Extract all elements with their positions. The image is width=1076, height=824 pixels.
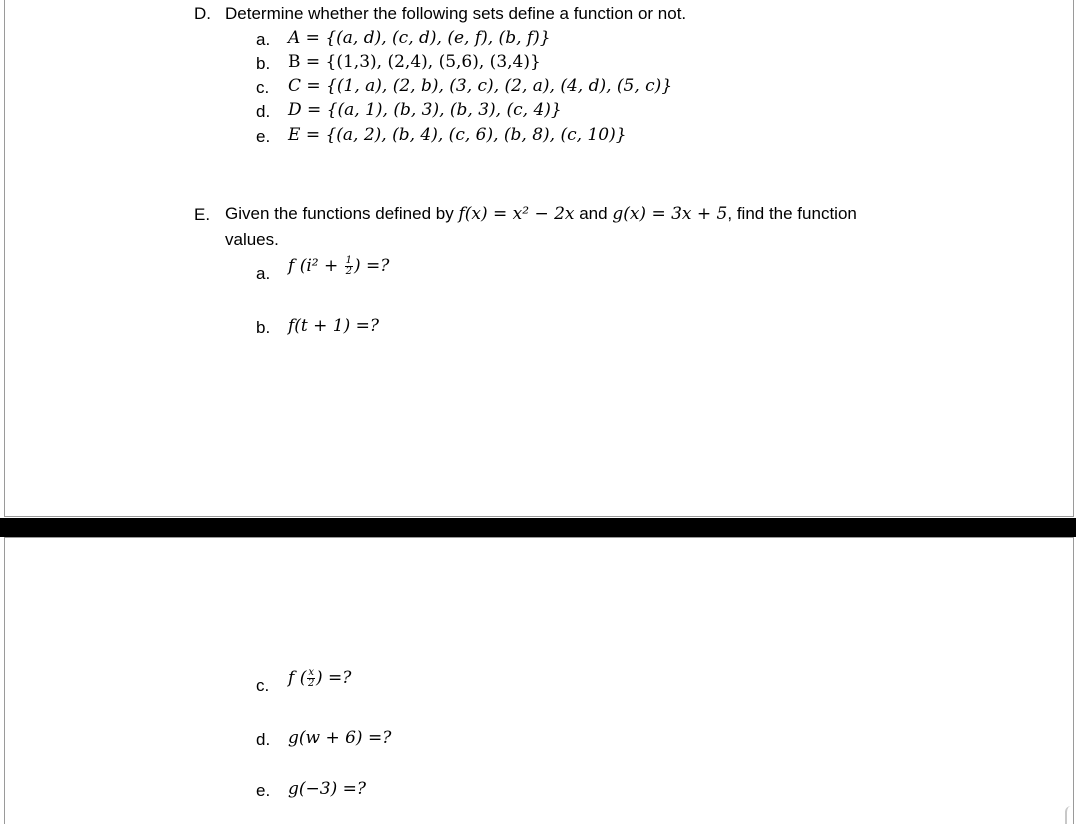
d-item-a-expr: A = {(a, d), (c, d), (e, f), (b, f)} bbox=[288, 28, 551, 48]
e-item-a-fraction bbox=[345, 256, 353, 277]
e-item-c-label: c. bbox=[256, 676, 270, 695]
section-d-text: Determine whether the following sets define a function or not. bbox=[225, 4, 687, 23]
document-page-2 bbox=[4, 537, 1074, 824]
d-item-d-label: d. bbox=[256, 102, 271, 121]
page-curl-decoration bbox=[1065, 806, 1073, 824]
e-item-e-expr: g(−3) =? bbox=[288, 779, 366, 799]
document-page-1 bbox=[4, 0, 1074, 517]
e-item-a-denominator: 2 bbox=[345, 266, 353, 277]
e-item-e-label: e. bbox=[256, 781, 271, 800]
d-item-c-expr: C = {(1, a), (2, b), (3, c), (2, a), (4, d), (5, c)} bbox=[288, 76, 673, 96]
g-definition: g(x) = 3x + 5 bbox=[612, 204, 728, 224]
e-item-c-pre: f ( bbox=[288, 668, 307, 688]
f-definition: f(x) = x² − 2x bbox=[458, 204, 575, 224]
e-item-a-post: ) =? bbox=[354, 256, 390, 276]
d-item-a-label: a. bbox=[256, 30, 271, 49]
page-separator bbox=[0, 518, 1076, 537]
e-item-c-fraction bbox=[307, 668, 315, 689]
d-item-e-expr: E = {(a, 2), (b, 4), (c, 6), (b, 8), (c, 10)} bbox=[288, 125, 627, 145]
e-item-a-expr bbox=[288, 256, 389, 277]
d-item-e-label: e. bbox=[256, 127, 271, 146]
section-e-intro bbox=[225, 204, 857, 224]
d-item-c-label: c. bbox=[256, 78, 270, 97]
e-item-c-denominator: 2 bbox=[307, 678, 315, 689]
e-item-c-post: ) =? bbox=[315, 668, 352, 688]
d-item-b-expr: B = {(1,3), (2,4), (5,6), (3,4)} bbox=[288, 52, 541, 72]
d-item-b-label: b. bbox=[256, 54, 271, 73]
e-item-c-expr bbox=[288, 668, 351, 689]
e-item-b-expr: f(t + 1) =? bbox=[288, 316, 380, 336]
section-d-label: D. bbox=[194, 4, 211, 23]
e-item-d-expr: g(w + 6) =? bbox=[288, 728, 392, 748]
d-item-d-expr: D = {(a, 1), (b, 3), (b, 3), (c, 4)} bbox=[288, 100, 562, 120]
section-e-label: E. bbox=[194, 205, 211, 224]
e-item-a-pre: f (i² + bbox=[288, 256, 344, 276]
e-item-d-label: d. bbox=[256, 730, 271, 749]
e-item-c-numerator: x bbox=[308, 667, 314, 678]
e-item-a-numerator: 1 bbox=[345, 255, 353, 266]
section-e-intro-line2: values. bbox=[225, 230, 279, 249]
section-e-intro-mid: and bbox=[574, 204, 613, 223]
e-item-b-label: b. bbox=[256, 318, 271, 337]
e-item-a-label: a. bbox=[256, 264, 271, 283]
section-e-intro-post: , find the function bbox=[727, 204, 857, 223]
section-e-intro-pre: Given the functions defined by bbox=[225, 204, 459, 223]
